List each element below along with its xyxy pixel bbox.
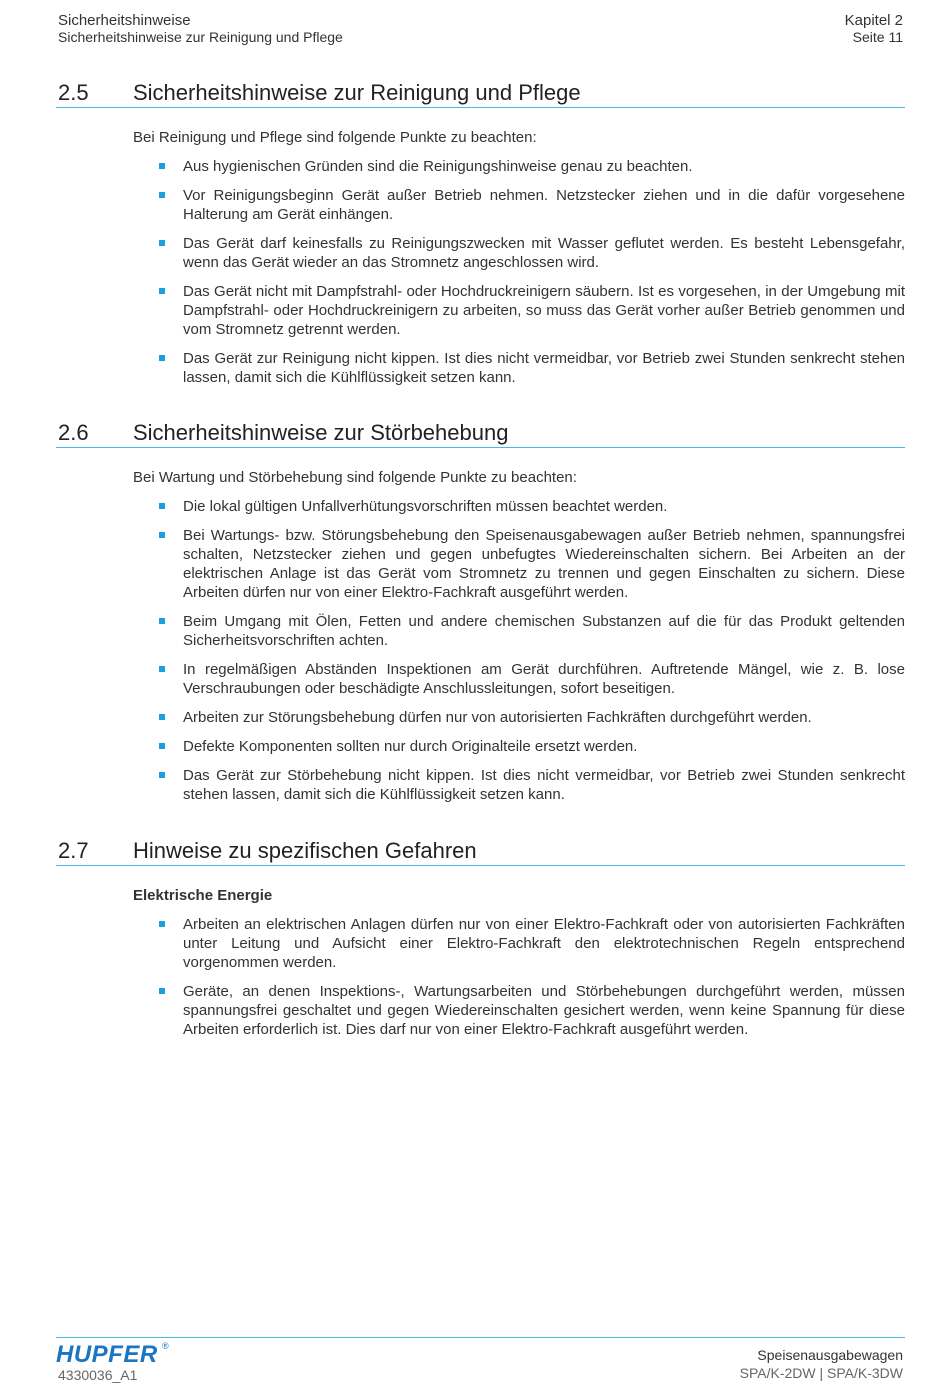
list-item-text: Beim Umgang mit Ölen, Fetten und andere chemischen Substanzen auf die für das Produkt geltenden Sicherheitsvorschriften achten. bbox=[183, 613, 905, 649]
bullet-square-icon bbox=[159, 988, 165, 994]
list-item bbox=[133, 349, 905, 387]
section-title: Sicherheitshinweise zur Störbehebung bbox=[133, 420, 509, 445]
bullet-square-icon bbox=[159, 618, 165, 624]
running-header-left bbox=[58, 12, 578, 46]
bullet-square-icon bbox=[159, 921, 165, 927]
section-title: Hinweise zu spezifischen Gefahren bbox=[133, 838, 477, 863]
bullet-square-icon bbox=[159, 240, 165, 246]
bullet-square-icon bbox=[159, 192, 165, 198]
section-intro: Bei Wartung und Störbehebung sind folgende Punkte zu beachten: bbox=[133, 469, 577, 486]
product-name: Speisenausgabewagen bbox=[757, 1347, 903, 1363]
list-item bbox=[133, 737, 905, 756]
bullet-square-icon bbox=[159, 772, 165, 778]
list-item-text: Aus hygienischen Gründen sind die Reinigungshinweise genau zu beachten. bbox=[183, 158, 693, 175]
document-number: 4330036_A1 bbox=[58, 1367, 138, 1383]
list-item bbox=[133, 497, 905, 516]
list-item bbox=[133, 660, 905, 698]
section-number: 2.7 bbox=[58, 838, 89, 863]
header-page-number: Seite 11 bbox=[852, 29, 903, 45]
header-chapter-title: Sicherheitshinweise bbox=[58, 12, 191, 29]
list-item bbox=[133, 282, 905, 339]
list-item-text: Geräte, an denen Inspektions-, Wartungsarbeiten und Störbehebungen durchgeführt werden, müssen spannungsfrei geschaltet und gegen Wiedereinschalten gesichert werden, wenn keine Spannung für diese Arbeiten erforderlich ist. Dies darf nur von einer Elektro-Fachkraft ausgeführt werden. bbox=[183, 983, 905, 1038]
list-item-text: Defekte Komponenten sollten nur durch Originalteile ersetzt werden. bbox=[183, 738, 638, 755]
list-item bbox=[133, 526, 905, 602]
bullet-square-icon bbox=[159, 163, 165, 169]
list-item-text: Die lokal gültigen Unfallverhütungsvorschriften müssen beachtet werden. bbox=[183, 498, 668, 515]
list-item bbox=[133, 612, 905, 650]
list-item bbox=[133, 186, 905, 224]
footer-product-info bbox=[740, 1346, 903, 1382]
list-item bbox=[133, 234, 905, 272]
bullet-list bbox=[133, 157, 905, 387]
list-item-text: Arbeiten zur Störungsbehebung dürfen nur von autorisierten Fachkräften durchgeführt werden. bbox=[183, 709, 812, 726]
bullet-square-icon bbox=[159, 666, 165, 672]
section-2-7 bbox=[56, 838, 905, 1049]
section-2-5 bbox=[56, 80, 905, 397]
registered-mark-icon: ® bbox=[162, 1341, 169, 1351]
section-intro: Bei Reinigung und Pflege sind folgende Punkte zu beachten: bbox=[133, 129, 537, 146]
list-item bbox=[133, 157, 905, 176]
section-2-6 bbox=[56, 420, 905, 814]
list-item-text: In regelmäßigen Abständen Inspektionen am Gerät durchführen. Auftretende Mängel, wie z. B. lose Verschraubungen oder beschädigte Anschlussleitungen, sofort beseitigen. bbox=[183, 661, 905, 697]
list-item-text: Das Gerät nicht mit Dampfstrahl- oder Hochdruckreinigern säubern. Ist es vorgesehen, in der Umgebung mit Dampfstrahl- oder Hochdruckreinigern zu arbeiten, so muss das Gerät vorher außer Betrieb genommen und vom Stromnetz getrennt werden. bbox=[183, 283, 905, 338]
list-item-text: Bei Wartungs- bzw. Störungsbehebung den Speisenausgabewagen außer Betrieb nehmen, spannungsfrei schalten, Netzstecker ziehen und gegen unbefugtes Wiedereinschalten sichern. Bei Arbeiten an der elektrischen Anlage ist das Gerät vom Stromnetz zu trennen und gegen Einschalten zu sichern. Diese Arbeiten dürfen nur von einer Elektro-Fachkraft ausgeführt werden. bbox=[183, 527, 905, 601]
bullet-square-icon bbox=[159, 743, 165, 749]
bullet-square-icon bbox=[159, 503, 165, 509]
bullet-square-icon bbox=[159, 288, 165, 294]
list-item-text: Das Gerät zur Reinigung nicht kippen. Ist dies nicht vermeidbar, vor Betrieb zwei Stunden senkrecht stehen lassen, damit sich die Kühlflüssigkeit setzen kann. bbox=[183, 350, 905, 386]
list-item bbox=[133, 766, 905, 804]
section-number: 2.6 bbox=[58, 420, 89, 445]
bullet-list bbox=[133, 497, 905, 804]
bullet-square-icon bbox=[159, 355, 165, 361]
hupfer-logo: HUPFER bbox=[56, 1341, 158, 1368]
bullet-square-icon bbox=[159, 714, 165, 720]
section-title: Sicherheitshinweise zur Reinigung und Pflege bbox=[133, 80, 581, 105]
list-item bbox=[133, 708, 905, 727]
section-number: 2.5 bbox=[58, 80, 89, 105]
section-heading bbox=[56, 80, 905, 108]
subheading: Elektrische Energie bbox=[133, 887, 273, 904]
header-section-title: Sicherheitshinweise zur Reinigung und Pflege bbox=[58, 29, 343, 45]
footer-divider bbox=[56, 1337, 905, 1338]
list-item-text: Das Gerät darf keinesfalls zu Reinigungszwecken mit Wasser geflutet werden. Es besteht Lebensgefahr, wenn das Gerät wieder an das Stromnetz angeschlossen wird. bbox=[183, 235, 905, 271]
bullet-square-icon bbox=[159, 532, 165, 538]
list-item bbox=[133, 982, 905, 1039]
header-chapter-number: Kapitel 2 bbox=[844, 12, 903, 29]
section-heading bbox=[56, 838, 905, 866]
list-item bbox=[133, 915, 905, 972]
list-item-text: Das Gerät zur Störbehebung nicht kippen. Ist dies nicht vermeidbar, vor Betrieb zwei Stunden senkrecht stehen lassen, damit sich die Kühlflüssigkeit setzen kann. bbox=[183, 767, 905, 803]
product-models: SPA/K-2DW | SPA/K-3DW bbox=[739, 1365, 903, 1381]
bullet-list bbox=[133, 915, 905, 1039]
list-item-text: Vor Reinigungsbeginn Gerät außer Betrieb nehmen. Netzstecker ziehen und in die dafür vorgesehene Halterung am Gerät einhängen. bbox=[183, 187, 905, 223]
list-item-text: Arbeiten an elektrischen Anlagen dürfen nur von einer Elektro-Fachkraft oder von autorisierten Fachkräften unter Leitung und Aufsicht einer Elektro-Fachkraft den elektrotechnischen Regeln entsprechend vorgenommen werden. bbox=[183, 916, 905, 971]
running-header-right bbox=[703, 12, 903, 46]
section-heading bbox=[56, 420, 905, 448]
